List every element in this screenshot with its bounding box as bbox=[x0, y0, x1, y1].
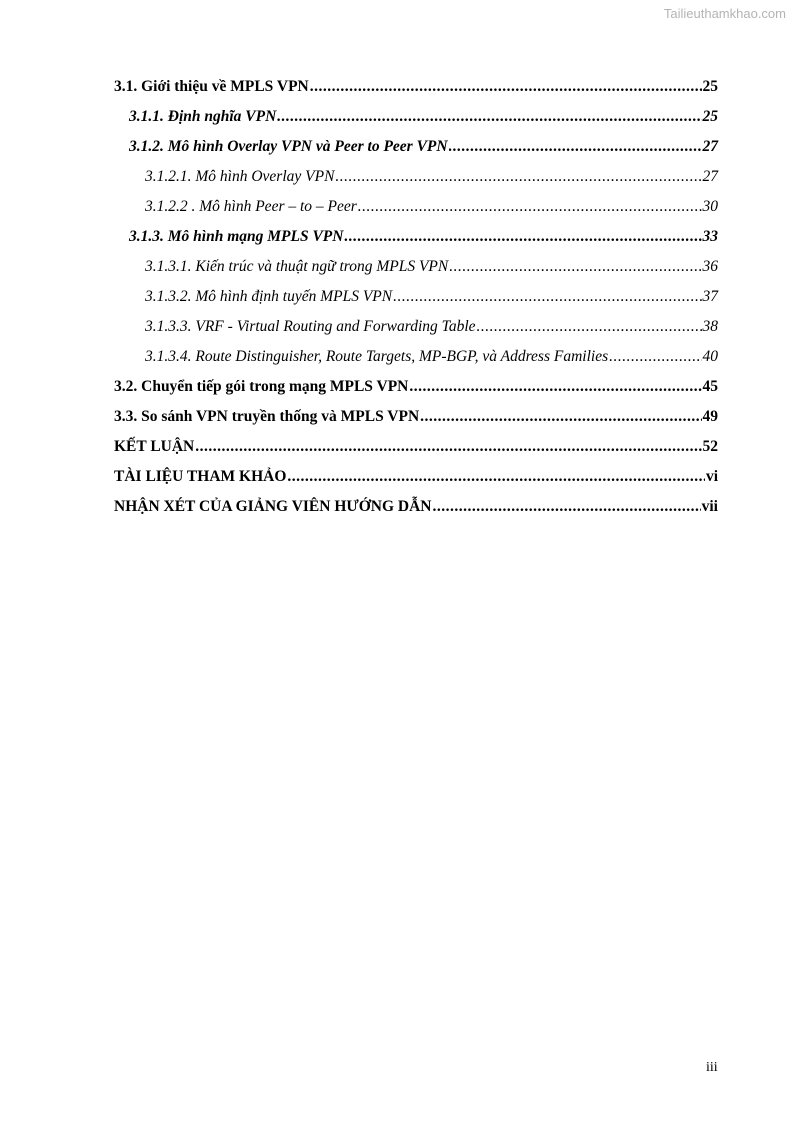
toc-entry-label: 3.1.3.2. Mô hình định tuyến MPLS VPN bbox=[145, 288, 393, 305]
toc-entry-page: 27 bbox=[702, 138, 718, 155]
toc-leader-dots bbox=[409, 378, 701, 396]
toc-leader-dots bbox=[393, 288, 701, 306]
page-number: iii bbox=[706, 1060, 718, 1075]
toc-entry-label: 3.1.2.1. Mô hình Overlay VPN bbox=[145, 168, 335, 185]
toc-entry-label: 3.1.3.1. Kiến trúc và thuật ngữ trong MPLS VPN bbox=[145, 258, 449, 275]
toc-leader-dots bbox=[195, 438, 701, 456]
toc-entry-page: 52 bbox=[702, 438, 718, 455]
toc-entry-3-1-2-1[interactable] bbox=[145, 168, 718, 188]
toc-entry-page: 27 bbox=[702, 168, 718, 185]
toc-entry-label: 3.1.1. Định nghĩa VPN bbox=[129, 108, 277, 125]
toc-entry-page: 33 bbox=[702, 228, 718, 245]
toc-leader-dots bbox=[358, 198, 702, 216]
toc-entry-3-2[interactable] bbox=[114, 378, 718, 398]
toc-entry-label: 3.1.3.3. VRF - Virtual Routing and Forwarding Table bbox=[145, 318, 476, 335]
toc-entry-page: 38 bbox=[702, 318, 718, 335]
toc-entry-label: 3.1.2. Mô hình Overlay VPN và Peer to Peer VPN bbox=[129, 138, 448, 155]
toc-entry-label: 3.1. Giới thiệu về MPLS VPN bbox=[114, 78, 309, 95]
toc-entry-3-1-2-2[interactable] bbox=[145, 198, 718, 218]
toc-entry-3-1-3-4[interactable] bbox=[145, 348, 718, 368]
toc-leader-dots bbox=[287, 468, 705, 486]
toc-leader-dots bbox=[310, 78, 702, 96]
toc-entry-label: 3.1.3. Mô hình mạng MPLS VPN bbox=[129, 228, 344, 245]
toc-leader-dots bbox=[449, 138, 702, 156]
toc-entry-label: KẾT LUẬN bbox=[114, 438, 195, 455]
toc-entry-page: vii bbox=[701, 498, 718, 515]
toc-entry-page: 25 bbox=[702, 78, 718, 95]
toc-leader-dots bbox=[477, 318, 702, 336]
toc-entry-label: 3.1.3.4. Route Distinguisher, Route Targets, MP-BGP, và Address Families bbox=[145, 348, 609, 365]
toc-entry-3-1-3-3[interactable] bbox=[145, 318, 718, 338]
toc-leader-dots bbox=[420, 408, 701, 426]
toc-leader-dots bbox=[344, 228, 701, 246]
toc-entry-3-1-2[interactable] bbox=[129, 138, 718, 158]
toc-entry-label: 3.1.2.2 . Mô hình Peer – to – Peer bbox=[145, 198, 357, 215]
toc-entry-3-1[interactable] bbox=[114, 78, 718, 98]
toc-entry-3-1-3[interactable] bbox=[129, 228, 718, 248]
toc-entry-label: 3.2. Chuyển tiếp gói trong mạng MPLS VPN bbox=[114, 378, 409, 395]
toc-leader-dots bbox=[449, 258, 701, 276]
toc-entry-page: 30 bbox=[702, 198, 718, 215]
toc-leader-dots bbox=[609, 348, 701, 366]
toc-entry-page: 36 bbox=[702, 258, 718, 275]
toc-entry-conclusion[interactable] bbox=[114, 438, 718, 458]
toc-entry-3-1-3-2[interactable] bbox=[145, 288, 718, 308]
toc-leader-dots bbox=[335, 168, 701, 186]
toc-entry-3-1-1[interactable] bbox=[129, 108, 718, 128]
toc-entry-page: 37 bbox=[702, 288, 718, 305]
toc-leader-dots bbox=[433, 498, 701, 516]
toc-entry-label: 3.3. So sánh VPN truyền thống và MPLS VPN bbox=[114, 408, 420, 425]
toc-entry-label: TÀI LIỆU THAM KHẢO bbox=[114, 468, 287, 485]
toc-entry-page: vi bbox=[705, 468, 718, 485]
toc-entry-page: 49 bbox=[702, 408, 718, 425]
toc-entry-page: 25 bbox=[702, 108, 718, 125]
toc-entry-3-3[interactable] bbox=[114, 408, 718, 428]
toc-entry-3-1-3-1[interactable] bbox=[145, 258, 718, 278]
toc-leader-dots bbox=[277, 108, 701, 126]
watermark: Tailieuthamkhao.com bbox=[663, 6, 786, 21]
toc-entry-references[interactable] bbox=[114, 468, 718, 488]
toc-entry-page: 45 bbox=[702, 378, 718, 395]
toc-entry-label: NHẬN XÉT CỦA GIẢNG VIÊN HƯỚNG DẪN bbox=[114, 498, 432, 515]
toc-entry-page: 40 bbox=[702, 348, 718, 365]
toc-entry-supervisor-review[interactable] bbox=[114, 498, 718, 518]
